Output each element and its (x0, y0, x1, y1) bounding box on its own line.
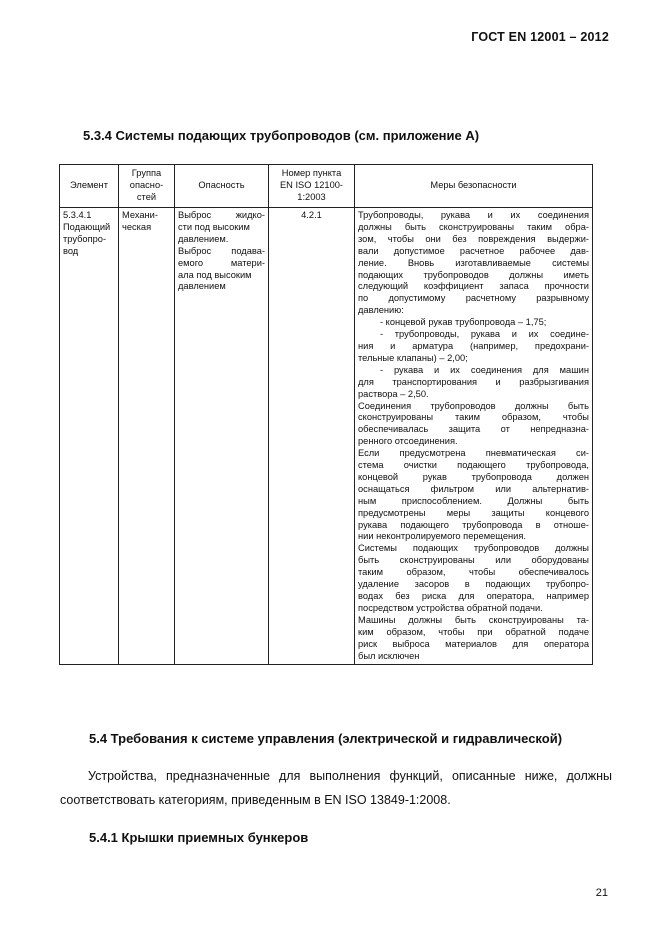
measures-line: был исключен (358, 650, 420, 661)
measures-line: Если предусмотрена пневматическая си- (358, 448, 589, 459)
section-heading-5-4: 5.4 Требования к системе управления (электрической и гидравлической) (89, 731, 563, 746)
measures-line: таким образом, чтобы обеспечивалось (358, 567, 589, 578)
measures-line: следующий коэффициент запаса прочности (358, 281, 589, 292)
measures-line: - рукава и их соединения для машин (380, 364, 589, 375)
header-measures: Меры безопасности (355, 165, 593, 208)
measures-line: стема очистки подающего трубопровода, (358, 460, 589, 471)
measures-line: ление. Вновь изготавливаемые системы (358, 257, 589, 268)
measures-line: ным приспособлением. Должны быть (358, 495, 589, 506)
cell-measures (355, 208, 593, 665)
section-heading-5-3-4: 5.3.4 Системы подающих трубопроводов (см. приложение А) (83, 128, 480, 143)
measures-line: подающих трубопроводов должны иметь (358, 269, 589, 280)
measures-line: концевой рукав трубопровода должен (358, 471, 589, 482)
header-clause-line: EN ISO 12100- (279, 180, 344, 191)
header-clause-line: 1:2003 (297, 191, 326, 202)
header-group-line: стей (136, 191, 157, 202)
cell-group (119, 208, 175, 665)
page-number: 21 (595, 887, 608, 899)
measures-line: удаление засоров в подающих трубопро- (358, 579, 589, 590)
safety-requirements-table (59, 164, 593, 665)
measures-line: нии неконтролируемого перемещения. (358, 531, 526, 542)
cell-hazard-line: давлением (178, 281, 226, 292)
body-paragraph (60, 764, 612, 812)
measures-line: посредством устройства обратной подачи. (358, 602, 543, 613)
measures-line: сконструированы таким образом, чтобы (358, 412, 589, 423)
cell-hazard-line: Выброс жидко- (178, 210, 265, 220)
cell-hazard-line: ала под высоким (178, 269, 252, 280)
measures-line: обеспечивалась защита от непредназна- (358, 424, 589, 435)
cell-hazard-line: емого матери- (178, 257, 265, 268)
measures-line: риск выброса материалов для оператора (358, 638, 589, 649)
cell-hazard-line: давлением. (178, 233, 229, 244)
cell-hazard-line: сти под высоким (178, 221, 250, 232)
measures-line: для транспортирования и разбрызгивания (358, 376, 589, 387)
measures-line: зом, чтобы они без повреждения выдержи- (358, 233, 589, 244)
measures-line: тельные клапаны) – 2,00; (358, 352, 468, 363)
header-group-line: опасно- (129, 180, 164, 191)
measures-line: Соединения трубопроводов должны быть (358, 400, 589, 411)
section-heading-5-4-1: 5.4.1 Крышки приемных бункеров (89, 830, 309, 845)
header-hazard: Опасность (175, 165, 269, 208)
cell-element-line: трубопро- (63, 233, 107, 244)
measures-line: давлению: (358, 305, 404, 316)
cell-group-line: Механи- (122, 210, 158, 220)
table-row (60, 208, 593, 665)
cell-element-line: 5.3.4.1 (63, 210, 92, 220)
paragraph-line: соответствовать категориям, приведенным в EN ISO 13849-1:2008. (60, 793, 451, 807)
measures-line: Системы подающих трубопроводов должны (358, 543, 589, 554)
cell-clause: 4.2.1 (269, 208, 355, 665)
measures-line: вали допустимое расчетное рабочее дав- (358, 245, 589, 256)
measures-line: Трубопроводы, рукава и их соединения (358, 210, 589, 220)
measures-line: предусмотрены меры защиты концевого (358, 507, 589, 518)
cell-hazard (175, 208, 269, 665)
cell-element-line: вод (63, 245, 79, 256)
measures-line: рукава подающего трубопровода в отноше- (358, 519, 589, 530)
table-header-row (60, 165, 593, 208)
measures-line: по допустимому расчетному разрывному (358, 293, 589, 304)
measures-line: ренного отсоединения. (358, 436, 458, 447)
document-header: ГОСТ EN 12001 – 2012 (471, 30, 609, 44)
header-element: Элемент (60, 165, 119, 208)
measures-line: должны быть сконструированы таким обра- (358, 221, 589, 232)
header-clause (269, 165, 355, 208)
header-clause-line: Номер пункта (281, 168, 342, 179)
measures-line: Машины должны быть сконструированы та- (358, 614, 589, 625)
cell-element-line: Подающий (63, 221, 111, 232)
cell-element (60, 208, 119, 665)
measures-line: ким образом, чтобы при обратной подаче (358, 626, 589, 637)
measures-line: - трубопроводы, рукава и их соедине- (380, 329, 589, 340)
measures-line: водах без риска для оператора, например (358, 591, 589, 601)
cell-hazard-line: Выброс подава- (178, 245, 265, 256)
measures-line: - концевой рукав трубопровода – 1,75; (380, 317, 547, 328)
cell-group-line: ческая (122, 221, 152, 232)
measures-line: оснащаться фильтром или альтернатив- (358, 483, 589, 494)
measures-line: ния и арматура (например, предохрани- (358, 340, 589, 351)
paragraph-line: Устройства, предназначенные для выполнения функций, описанные ниже, должны (88, 769, 612, 783)
header-group-line: Группа (131, 168, 162, 179)
measures-line: быть сконструированы или оборудованы (358, 555, 589, 566)
measures-line: раствора – 2,50. (358, 388, 429, 399)
header-group (119, 165, 175, 208)
